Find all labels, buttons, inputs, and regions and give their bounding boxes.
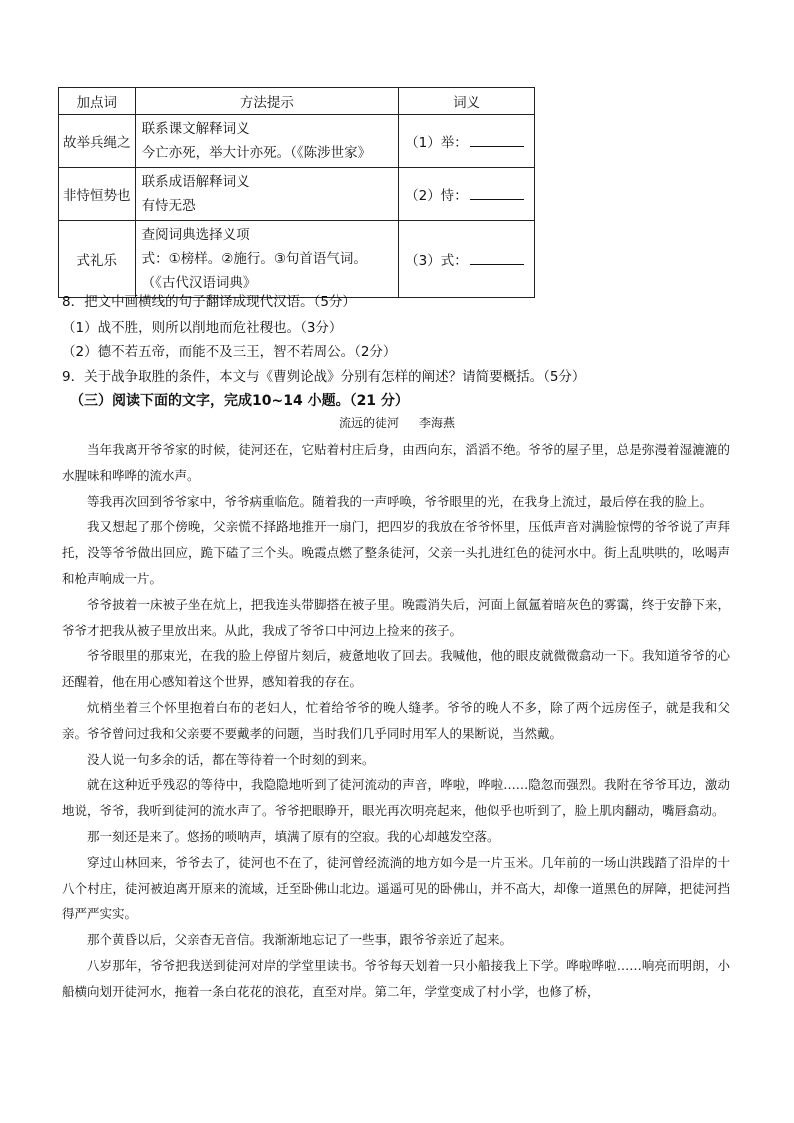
paragraph: 穿过山林回来，爷爷去了，徒河也不在了，徒河曾经流淌的地方如今是一片玉米。几年前的一场山洪践踏了沿岸的十八个村庄，徒河被迫离开原来的流域，迁至卧佛山北边。遥遥可见的卧佛山，并不高大，却像一道黑色的屏障，把徒河挡得严严实实。 (62, 854, 730, 922)
paragraph: 我又想起了那个傍晚，父亲慌不择路地推开一扇门，把四岁的我放在爷爷怀里，压低声音对满脸惊愕的爷爷说了声拜托，没等爷爷做出回应，跪下磕了三个头。晚霞点燃了整条徒河，父亲一头扎进红色的徒河水中。街上乱哄哄的，吆喝声和枪声响成一片。 (62, 519, 730, 586)
question-8-1: （1）战不胜，则所以削地而危社稷也。（3分） (62, 320, 343, 336)
meaning-label: （3）式： (405, 253, 468, 269)
section-heading: （三）阅读下面的文字，完成10~14 小题。（21 分） (70, 393, 409, 409)
cell-meaning (399, 115, 535, 168)
method-line: 式：①榜样。②施行。③句首语气词。 (141, 251, 367, 267)
paragraph: 炕梢坐着三个怀里抱着白布的老妇人，忙着给爷爷的晚人缝孝。爷爷的晚人不多，除了两个远房侄子，就是我和父亲。爷爷曾问过我和父亲要不要戴孝的问题，当时我们几乎同时用军人的果断说，当然戴。 (62, 699, 730, 741)
method-line: 联系课文解释词义 (141, 121, 250, 137)
article-title: 流远的徒河 (338, 416, 399, 430)
cell-meaning (399, 221, 535, 298)
method-line: 有恃无恐 (141, 198, 196, 214)
paragraph: 爷爷眼里的那束光，在我的脸上停留片刻后，疲惫地收了回去。我喊他，他的眼皮就微微翕动一下。我知道爷爷的心还醒着，他在用心感知着这个世界，感知着我的存在。 (62, 648, 730, 690)
cell-method (135, 168, 399, 221)
article-title-line (0, 414, 794, 431)
meaning-label: （2）恃： (405, 188, 468, 204)
paragraph: 当年我离开爷爷家的时候，徒河还在，它贴着村庄后身，由西向东，滔滔不绝。爷爷的屋子里，总是弥漫着湿漉漉的水腥味和哗哗的流水声。 (62, 442, 730, 483)
cell-method (135, 115, 399, 168)
table-row (59, 115, 535, 168)
paragraph: 爷爷披着一床被子坐在炕上，把我连头带脚搭在被子里。晚霞消失后，河面上氤氲着暗灰色的雾霭，终于安静下来，爷爷才把我从被子里放出来。从此，我成了爷爷口中河边上捡来的孩子。 (62, 596, 730, 638)
meaning-label: （1）举： (405, 135, 468, 151)
question-8-2: （2）德不若五帝，而能不及三王，智不若周公。（2分） (62, 344, 397, 360)
cell-word: 故举兵绳之 (59, 115, 136, 168)
cell-word: 非恃恒势也 (59, 168, 136, 221)
table-header-row (59, 88, 535, 115)
method-line: 今亡亦死，举大计亦死。（《陈涉世家》 (141, 145, 372, 161)
header-word: 加点词 (59, 88, 136, 115)
cell-method (135, 221, 399, 298)
method-line: 联系成语解释词义 (141, 174, 250, 190)
answer-blank[interactable] (470, 187, 524, 200)
table-row (59, 168, 535, 221)
method-line: （《古代汉语词典》 (141, 275, 257, 291)
method-line: 查阅词典选择义项 (141, 227, 250, 243)
header-meaning: 词义 (399, 88, 535, 115)
paragraph: 就在这种近乎残忍的等待中，我隐隐地听到了徒河流动的声音，哗啦，哗啦……隐忽而强烈。我附在爷爷耳边，激动地说，爷爷，我听到徒河的流水声了。爷爷把眼睁开，眼光再次明亮起来，他似乎也听到了，脸上肌肉翻动，嘴唇翕动。 (62, 777, 730, 819)
answer-blank[interactable] (470, 252, 524, 265)
question-8: 8．把文中画横线的句子翻译成现代汉语。（5分） (62, 294, 356, 310)
article-author: 李海燕 (419, 416, 456, 430)
header-method: 方法提示 (135, 88, 399, 115)
paragraph: 那一刻还是来了。悠扬的唢呐声，填满了原有的空寂。我的心却越发空落。 (87, 828, 500, 844)
article-body (62, 437, 730, 1005)
cell-word: 式礼乐 (59, 221, 136, 298)
paragraph: 没人说一句多余的话，都在等待着一个时刻的到来。 (87, 751, 375, 767)
answer-blank[interactable] (470, 134, 524, 147)
table-row (59, 221, 535, 298)
paragraph: 那个黄昏以后，父亲杳无音信。我渐渐地忘记了一些事，跟爷爷亲近了起来。 (87, 932, 513, 948)
vocab-table (58, 87, 535, 298)
paragraph: 八岁那年，爷爷把我送到徒河对岸的学堂里读书。爷爷每天划着一只小船接我上下学。哗啦哗啦……响亮而明朗，小船横向划开徒河水，拖着一条白花花的浪花，直至对岸。第二年，学堂变成了村小学，也修了桥， (62, 957, 730, 999)
cell-meaning (399, 168, 535, 221)
question-9: 9．关于战争取胜的条件，本文与《曹刿论战》分别有怎样的阐述？请简要概括。（5分） (62, 369, 586, 385)
paragraph: 等我再次回到爷爷家中，爷爷病重临危。随着我的一声呼唤，爷爷眼里的光，在我身上流过，最后停在我的脸上。 (87, 493, 713, 509)
